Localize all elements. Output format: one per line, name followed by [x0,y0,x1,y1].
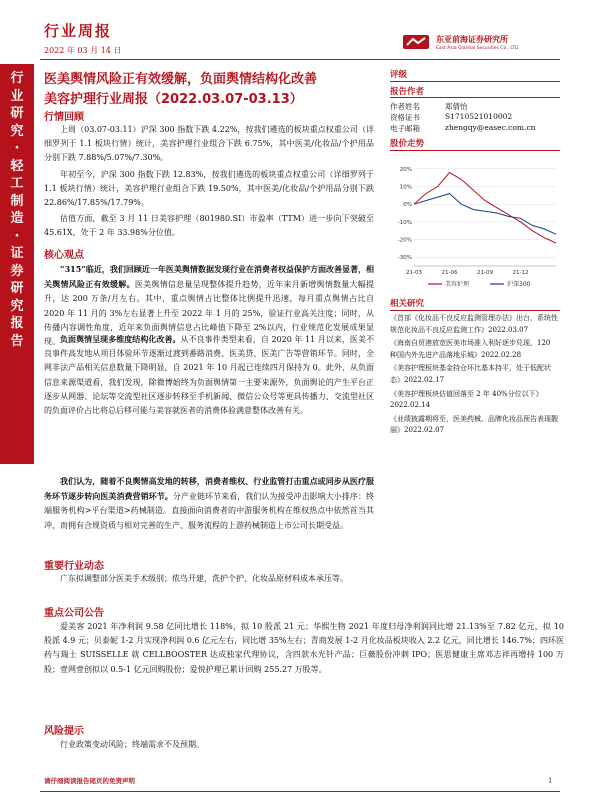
analyst-divider [390,97,560,98]
core-paragraph-2 [44,332,374,418]
core-paragraph-1-lead: “315”临近，我们回顾近一年医美舆情数据发现行业在消费者权益保护方面改善显著，相关舆情风险正有效缓解。 [44,264,374,290]
company-paragraph: 爱美客 2021 年净利润 9.58 亿同比增长 118%，拟 10 股派 21 元；华熙生物 2021 年度归母净利润同比增 21.13%至 7.82 亿元，拟 10 股派 4.9 元；贝泰妮 1-2 月实现净利润 0.6 亿元左右，同比增 35%左右；青商发展 1-2 月化妆品板块收入 2.2 亿元，同比增长 146.7%；四环医药与瑞士 SUISSELLE 就 CELLBOOSTER 达成独家代理协议，含四款水光针产品；巨薇股份冲刺 IPO；医思健康主席邓志祥再增持 100 万股；壹网壹创拟以 0.5-1 亿元回购股份；爱悦护理已累计回购 255.27 万股等。 [44,622,564,674]
core-paragraph-3-lead: 我们认为，随着不良舆情高发地的转移，消费者维权、行业监管打击重点或同步从医疗服务环节逐步转向医美消费营销环节。 [44,476,374,502]
report-type-title: 行业周报 [44,22,113,40]
y-tick-label: 20% [399,166,412,173]
section-heading-industry: 重要行业动态 [44,561,104,572]
rating-label: 评级 [390,70,408,80]
company-logo-mark [403,35,429,49]
report-title-line2: 美容护理行业周报（2022.03.07-03.13） [44,92,303,107]
legend-label: 美容护理 [445,281,470,288]
y-tick-label: -20% [397,237,412,244]
page-number: 1 [548,777,553,785]
review-paragraph-1: 上周（03.07-03.11）沪深 300 指数下跌 4.22%，按我们遴选的板块重点权重公司（详细罗列于 1.1 板块行情）统计，美容护理行业组合下跌 6.75%，其中医美/化妆品/个护用品分别下跌 7.88%/5.07%/7.30%。 [44,125,374,163]
company-name-cn: 东亚前海证券研究所 [436,35,508,44]
x-tick-label: 21-06 [441,270,458,276]
header-divider [40,59,560,60]
side-char: 券 [10,263,24,279]
y-tick-label: -10% [397,219,412,226]
footer-divider [40,791,560,792]
section-heading-review: 行情回顾 [44,112,84,123]
core-paragraph-2-lead: 负面舆情呈现多维度结构化改善。 [60,334,181,344]
related-item[interactable]: 《海南自贸港放宽医美市场准入利好逐步兑现，120 种国内外先进产品落地乐城》2022.02.28 [390,339,551,359]
core-paragraph-2-body: 从不良事件类型来看，自 2020 年 11 月以来，医美不良事件高发地从项目体验环节逐渐过渡到番路消费、医美贷、医美广告等营销环节。同时，全网非法产品相关信息数量下降明显，自 2021 年 10 月起已连续四月保持为 0。此外，从负面信息来源渠道看，我们发现，除微博始终为负面舆情第一主要来源外，负面舆论的产生平台正逐步从网器、论坛等交流型社区逐步转移至手机新闻、微信公众号等更具传播力、交流型社区的负面评价占比将总后移可能与美容就医者的消费体验满意整体改善有关。 [44,335,375,416]
analyst-email-key: 电子邮箱 [390,124,420,133]
related-research-list [390,313,558,439]
analyst-heading: 报告作者 [390,87,425,97]
side-char: 究 [10,123,24,139]
side-char: 报 [10,316,24,331]
rating-divider [390,81,560,82]
side-category-text [0,70,34,350]
section-heading-company: 重点公司公告 [44,608,104,619]
y-tick-label: 0% [403,202,412,209]
section-heading-core: 核心观点 [44,250,84,261]
y-tick-label: 10% [399,184,412,191]
related-heading: 相关研究 [390,299,425,309]
industry-paragraph: 广东拟调整部分医美手术级别；侬鸟开建，洗护个护、化妆品原材料成本承压等。 [60,574,348,583]
related-item[interactable]: 《美容护理板块估值回落至 2 年 40%分位以下》2022.02.14 [390,389,543,410]
side-char: · [14,141,20,156]
related-item[interactable]: 《首部《化妆品不良反应监测管理办法》出台，系统性规范化妆品不良反应监测工作》2022.03.07 [390,314,558,334]
side-char: 研 [10,281,24,296]
side-char: 造 [10,211,24,226]
trend-divider [390,150,560,151]
report-date: 2022 年 03 月 14 日 [44,46,122,55]
analyst-email-value[interactable]: zhengqy@easec.com.cn [445,123,536,132]
analyst-name-key: 作者姓名 [390,102,420,111]
related-item[interactable]: 《业绩披露期将至，医美药械、品牌化妆品预告表现靓丽》2022.02.07 [390,414,558,435]
series-line-1 [414,194,556,235]
side-char: 证 [10,246,24,261]
side-char: 究 [10,298,24,314]
review-paragraph-3: 估值方面，截至 3 月 11 日美容护理（801980.SI）市盈率（TTM）进一步向下突破至 45.61X，处于 2 年 33.98%分位值。 [44,214,374,238]
side-char: 制 [10,193,24,209]
core-paragraph-3 [44,474,374,533]
x-tick-label: 21-03 [406,270,422,276]
analyst-cert-key: 资格证书 [390,113,420,122]
y-tick-label: -30% [397,255,412,262]
review-paragraph-2: 年初至今，沪深 300 指数下跌 12.83%，按我们遴选的板块重点权重公司（详细罗列于 1.1 板块行情）统计，美容护理行业组合下跌 19.50%，其中医美/化妆品/个护用品分别下跌 22.86%/17.85%/17.79%。 [44,170,374,208]
core-paragraph-3-body: 分产业链环节来看，我们认为接受冲击影响大小排序：终端服务机构>平台渠道>药械制造。直接面向消费者的中游服务机构在维权热点中依然首当其冲，而拥有合规资质与相对完善的生产、服务流程的上游药械制造上市公司长期受益。 [44,492,375,530]
trend-heading: 股价走势 [390,139,425,149]
series-line-0 [414,172,556,243]
x-tick-label: 21-09 [477,270,493,276]
side-char: 业 [10,88,24,104]
footer-disclaimer: 请仔细阅读报告尾页的免责声明 [44,777,135,785]
related-item[interactable]: 《美容护理板块基金持仓环比基本持平，处于低配状态》2022.02.17 [390,364,551,384]
analyst-cert-value: S1710521010002 [445,112,513,121]
side-char: 研 [10,106,24,121]
report-title-line1: 医美舆情风险正有效缓解，负面舆情结构化改善 [44,72,318,87]
side-char: 行 [10,71,24,86]
section-heading-risk: 风险提示 [44,726,84,737]
analyst-name-value: 郑倩怡 [445,102,468,111]
legend-label: 沪深300 [507,281,531,288]
side-char: · [14,228,20,244]
stock-trend-chart [390,154,562,290]
side-char: 告 [10,333,24,349]
related-divider [390,310,560,311]
side-char: 工 [10,176,24,191]
core-paragraph-1-body: 医美舆情信息量呈现整体提升趋势，近年来月新增舆情数量大幅提升，达 200 万条/月左右。其中，重点舆情占比整体比例提升迅速，每月重点舆情占比自 2020 年 11 月的 3%左右显著上升至 2022 年 1 月的 25%，验证行业高关注度；同时，从传播内容调性角度，近年来负面舆情信息占比峰值下降至 2%以内，行业规范化发展成果显现。 [44,280,375,347]
company-name-en: East Asia Qianhai Securities Co., LTD [436,46,519,51]
x-tick-label: 21-12 [512,270,529,276]
risk-paragraph: 行业政策变动风险；终端需求不及预期。 [60,740,204,749]
side-char: 轻 [10,158,24,174]
